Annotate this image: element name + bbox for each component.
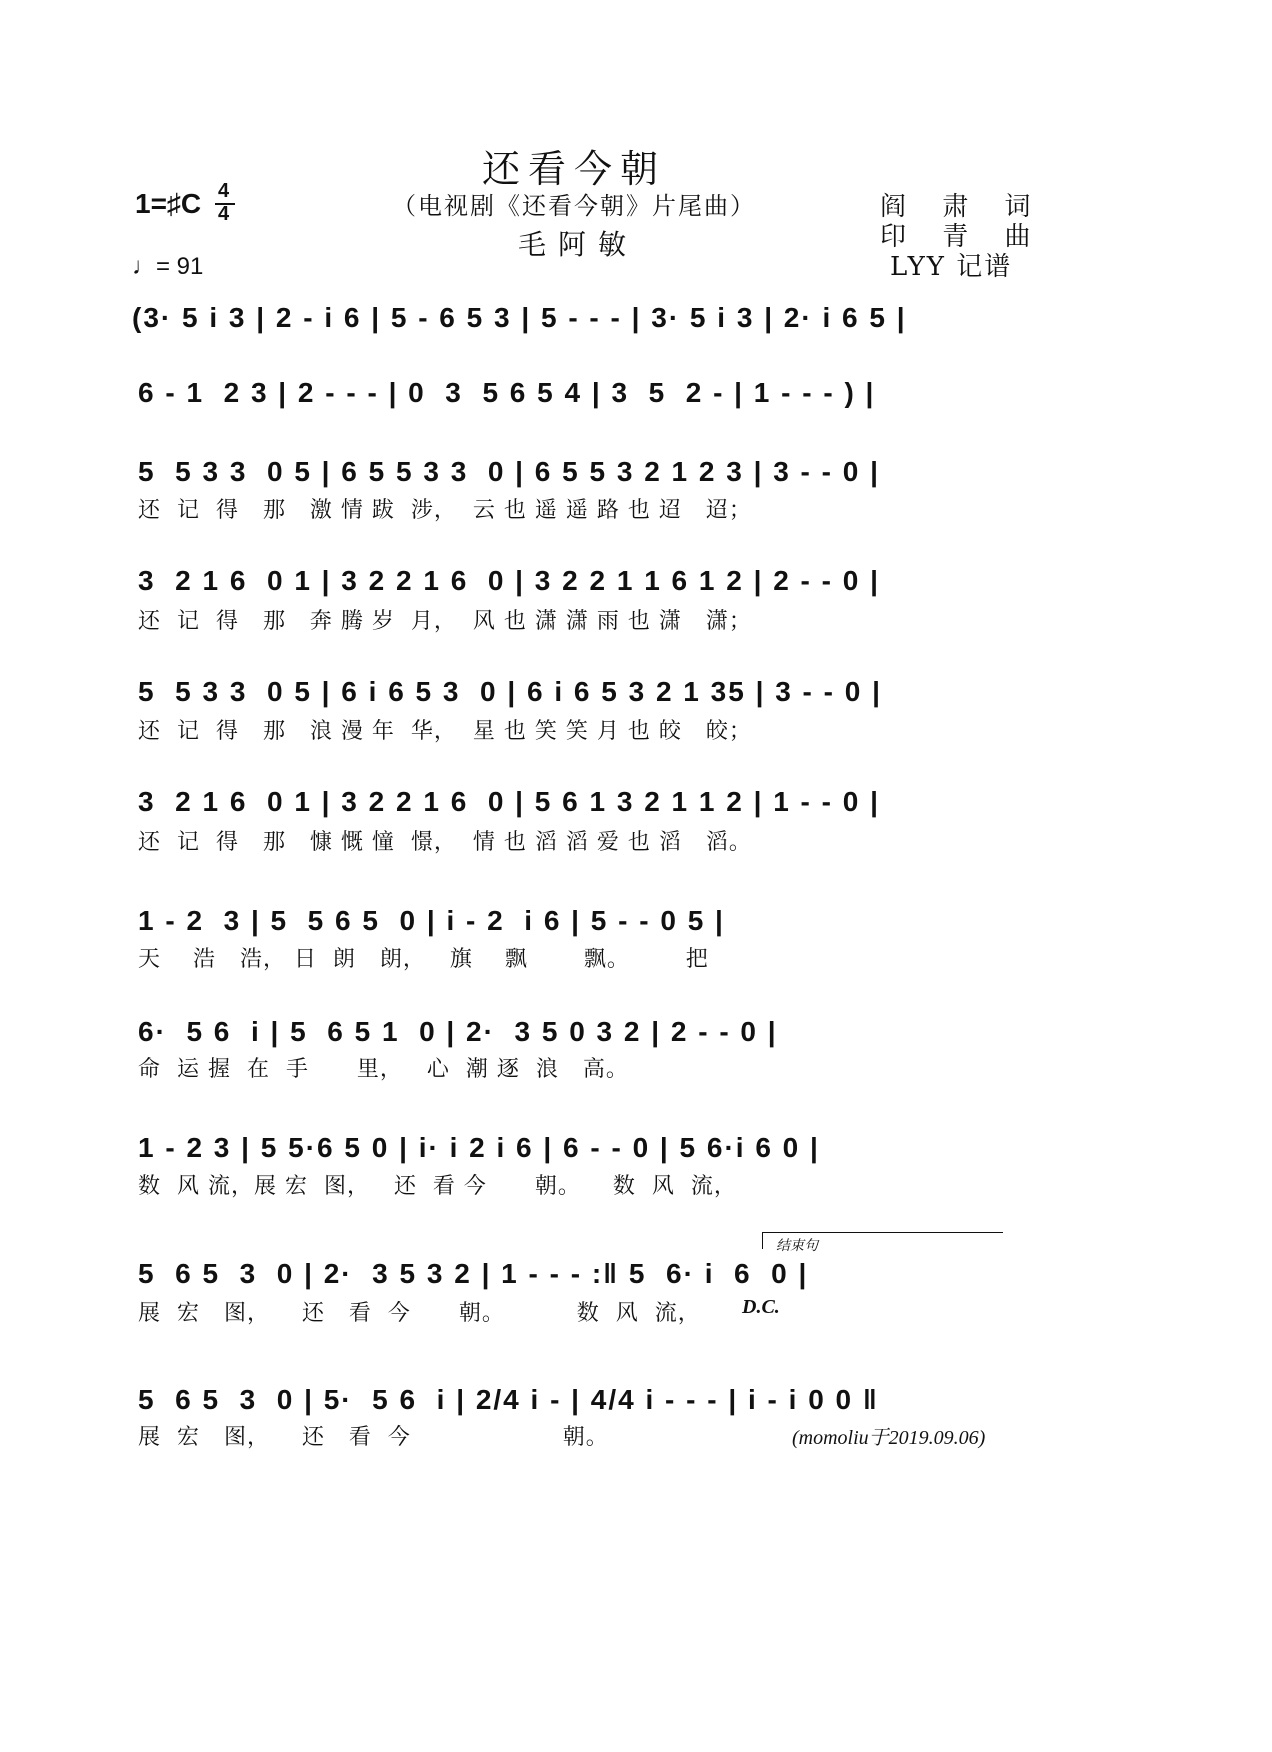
notes-row-11: 5 6 5 3 0 | 5· 5 6 i | 2/4 i - | 4/4 i - - - | i - i 0 0 ‖ xyxy=(138,1384,879,1415)
tempo-marking: ♩= 91 xyxy=(132,253,204,280)
notes-row-5: 5 5 3 3 0 5 | 6 i 6 5 3 0 | 6 i 6 5 3 2 1 35 | 3 - - 0 | xyxy=(138,676,882,707)
lyrics-row-11: 展 宏 图， 还 看 今 朝。 xyxy=(138,1425,609,1450)
lyrics-row-8: 命 运 握 在 手 里， 心 潮 逐 浪 高。 xyxy=(138,1057,629,1082)
lyrics-row-5: 还 记 得 那 浪 漫 年 华， 星 也 笑 笑 月 也 皎 皎； xyxy=(138,719,752,744)
lyrics-row-6: 还 记 得 那 慷 慨 憧 憬， 情 也 滔 滔 爱 也 滔 滔。 xyxy=(138,830,752,855)
lyrics-row-9: 数 风 流，展 宏 图， 还 看 今 朝。 数 风 流， xyxy=(138,1174,737,1199)
lyrics-row-7: 天 浩 浩， 日 朗 朗， 旗 飘 飘。 把 xyxy=(138,947,709,972)
notes-row-4: 3 2 1 6 0 1 | 3 2 2 1 6 0 | 3 2 2 1 1 6 1 2 | 2 - - 0 | xyxy=(138,565,880,596)
transcriber: LYY 记谱 xyxy=(890,252,1013,282)
notes-row-7: 1 - 2 3 | 5 5 6 5 0 | i - 2 i 6 | 5 - - 0 5 | xyxy=(138,905,725,936)
notes-row-8: 6· 5 6 i | 5 6 5 1 0 | 2· 3 5 0 3 2 | 2 - - 0 | xyxy=(138,1016,778,1047)
lyrics-row-10: 展 宏 图， 还 看 今 朝。 数 风 流， xyxy=(138,1301,701,1326)
notes-row-10: 5 6 5 3 0 | 2· 3 5 3 2 | 1 - - - :‖ 5 6· i 6 0 | xyxy=(138,1258,809,1289)
key-signature: 1=♯C xyxy=(135,188,202,219)
signature: (momoliu于2019.09.06) xyxy=(792,1427,986,1449)
lyricist: 阎 肃 词 xyxy=(880,192,1045,222)
time-signature-top: 4 xyxy=(218,180,230,202)
notes-row-2: 6 - 1 2 3 | 2 - - - | 0 3 5 6 5 4 | 3 5 2 - | 1 - - - ) | xyxy=(138,377,876,408)
composer: 印 青 曲 xyxy=(880,222,1045,252)
notes-row-3: 5 5 3 3 0 5 | 6 5 5 3 3 0 | 6 5 5 3 2 1 2 3 | 3 - - 0 | xyxy=(138,456,880,487)
singer: 毛阿敏 xyxy=(518,228,639,261)
time-signature-bottom: 4 xyxy=(218,203,230,225)
notes-row-1: (3· 5 i 3 | 2 - i 6 | 5 - 6 5 3 | 5 - - - | 3· 5 i 3 | 2· i 6 5 | xyxy=(132,302,907,333)
lyrics-row-4: 还 记 得 那 奔 腾 岁 月， 风 也 潇 潇 雨 也 潇 潇； xyxy=(138,609,752,634)
subtitle: （电视剧《还看今朝》片尾曲） xyxy=(392,192,756,220)
lyrics-row-3: 还 记 得 那 激 情 跋 涉， 云 也 遥 遥 路 也 迢 迢； xyxy=(138,498,752,523)
ending-label: 结束句 xyxy=(776,1238,818,1254)
notes-row-9: 1 - 2 3 | 5 5·6 5 0 | i· i 2 i 6 | 6 - - 0 | 5 6·i 6 0 | xyxy=(138,1132,820,1163)
page-title: 还看今朝 xyxy=(482,147,667,191)
notes-row-6: 3 2 1 6 0 1 | 3 2 2 1 6 0 | 5 6 1 3 2 1 1 2 | 1 - - 0 | xyxy=(138,786,880,817)
dc-marking: D.C. xyxy=(742,1296,780,1318)
